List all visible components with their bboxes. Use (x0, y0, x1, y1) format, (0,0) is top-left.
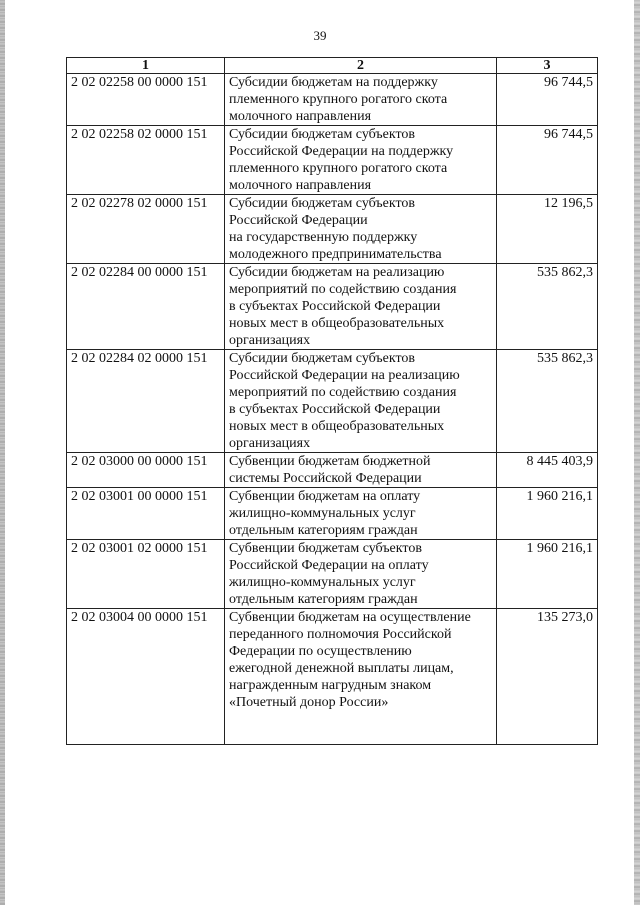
description-line: Субсидии бюджетам субъектов (229, 351, 416, 366)
description-cell (225, 540, 497, 609)
table-header-row (67, 58, 598, 74)
description-line: «Почетный донор России» (229, 695, 389, 710)
table-row (67, 264, 598, 350)
description-line: организациях (229, 436, 311, 451)
budget-code-cell: 2 02 03004 00 0000 151 (67, 609, 225, 745)
description-line: Субсидии бюджетам на поддержку (229, 75, 438, 90)
table-row (67, 609, 598, 745)
description-line: системы Российской Федерации (229, 471, 422, 486)
table-row (67, 350, 598, 453)
description-line: новых мест в общеобразовательных (229, 419, 445, 434)
description-line: молодежного предпринимательства (229, 247, 442, 262)
amount-cell: 96 744,5 (497, 74, 598, 126)
description-line: Субсидии бюджетам субъектов (229, 196, 416, 211)
description-line: Субвенции бюджетам субъектов (229, 541, 422, 556)
description-line: Субвенции бюджетам бюджетной (229, 454, 431, 469)
description-cell (225, 74, 497, 126)
page-number: 39 (313, 28, 327, 43)
scan-edge-left (0, 0, 5, 905)
column-header-amount: 3 (497, 58, 598, 74)
description-line: Субвенции бюджетам на осуществление (229, 610, 471, 625)
description-cell (225, 195, 497, 264)
table-row (67, 74, 598, 126)
description-cell (225, 453, 497, 488)
description-line: жилищно-коммунальных услуг (229, 575, 416, 590)
description-line: в субъектах Российской Федерации (229, 299, 441, 314)
column-header-code: 1 (67, 58, 225, 74)
budget-code-cell: 2 02 02258 02 0000 151 (67, 126, 225, 195)
budget-code-cell: 2 02 03001 02 0000 151 (67, 540, 225, 609)
description-line: Субсидии бюджетам на реализацию (229, 265, 445, 280)
amount-cell: 12 196,5 (497, 195, 598, 264)
description-line: Российской Федерации (229, 213, 368, 228)
description-line: Российской Федерации на оплату (229, 558, 429, 573)
description-line: молочного направления (229, 109, 372, 124)
description-line: на государственную поддержку (229, 230, 418, 245)
description-line: жилищно-коммунальных услуг (229, 506, 416, 521)
budget-code-cell: 2 02 03000 00 0000 151 (67, 453, 225, 488)
description-line: молочного направления (229, 178, 372, 193)
description-line: племенного крупного рогатого скота (229, 92, 448, 107)
description-line: Субвенции бюджетам на оплату (229, 489, 421, 504)
description-line: в субъектах Российской Федерации (229, 402, 441, 417)
column-header-description: 2 (225, 58, 497, 74)
description-line: Российской Федерации на поддержку (229, 144, 454, 159)
description-line: Федерации по осуществлению (229, 644, 412, 659)
description-line: отдельным категориям граждан (229, 592, 418, 607)
description-line: мероприятий по содействию создания (229, 385, 457, 400)
description-line: племенного крупного рогатого скота (229, 161, 448, 176)
amount-cell: 535 862,3 (497, 264, 598, 350)
amount-cell: 135 273,0 (497, 609, 598, 745)
budget-code-cell: 2 02 02284 02 0000 151 (67, 350, 225, 453)
budget-revenue-table (66, 57, 598, 745)
budget-code-cell: 2 02 02258 00 0000 151 (67, 74, 225, 126)
description-line: ежегодной денежной выплаты лицам, (229, 661, 454, 676)
description-line: Российской Федерации на реализацию (229, 368, 460, 383)
description-cell (225, 126, 497, 195)
budget-code-cell: 2 02 03001 00 0000 151 (67, 488, 225, 540)
description-line: переданного полномочия Российской (229, 627, 452, 642)
amount-cell: 8 445 403,9 (497, 453, 598, 488)
description-line: отдельным категориям граждан (229, 523, 418, 538)
table-row (67, 453, 598, 488)
description-line: награжденным нагрудным знаком (229, 678, 432, 693)
table-row (67, 488, 598, 540)
amount-cell: 1 960 216,1 (497, 540, 598, 609)
table-body (67, 74, 598, 745)
description-cell (225, 488, 497, 540)
scan-edge-right (634, 0, 640, 905)
description-cell (225, 609, 497, 745)
amount-cell: 96 744,5 (497, 126, 598, 195)
amount-cell: 535 862,3 (497, 350, 598, 453)
description-line: мероприятий по содействию создания (229, 282, 457, 297)
amount-cell: 1 960 216,1 (497, 488, 598, 540)
description-line: Субсидии бюджетам субъектов (229, 127, 416, 142)
description-cell (225, 264, 497, 350)
description-cell (225, 350, 497, 453)
budget-code-cell: 2 02 02278 02 0000 151 (67, 195, 225, 264)
description-line: организациях (229, 333, 311, 348)
budget-code-cell: 2 02 02284 00 0000 151 (67, 264, 225, 350)
table-row (67, 195, 598, 264)
description-line: новых мест в общеобразовательных (229, 316, 445, 331)
table-row (67, 540, 598, 609)
table-row (67, 126, 598, 195)
